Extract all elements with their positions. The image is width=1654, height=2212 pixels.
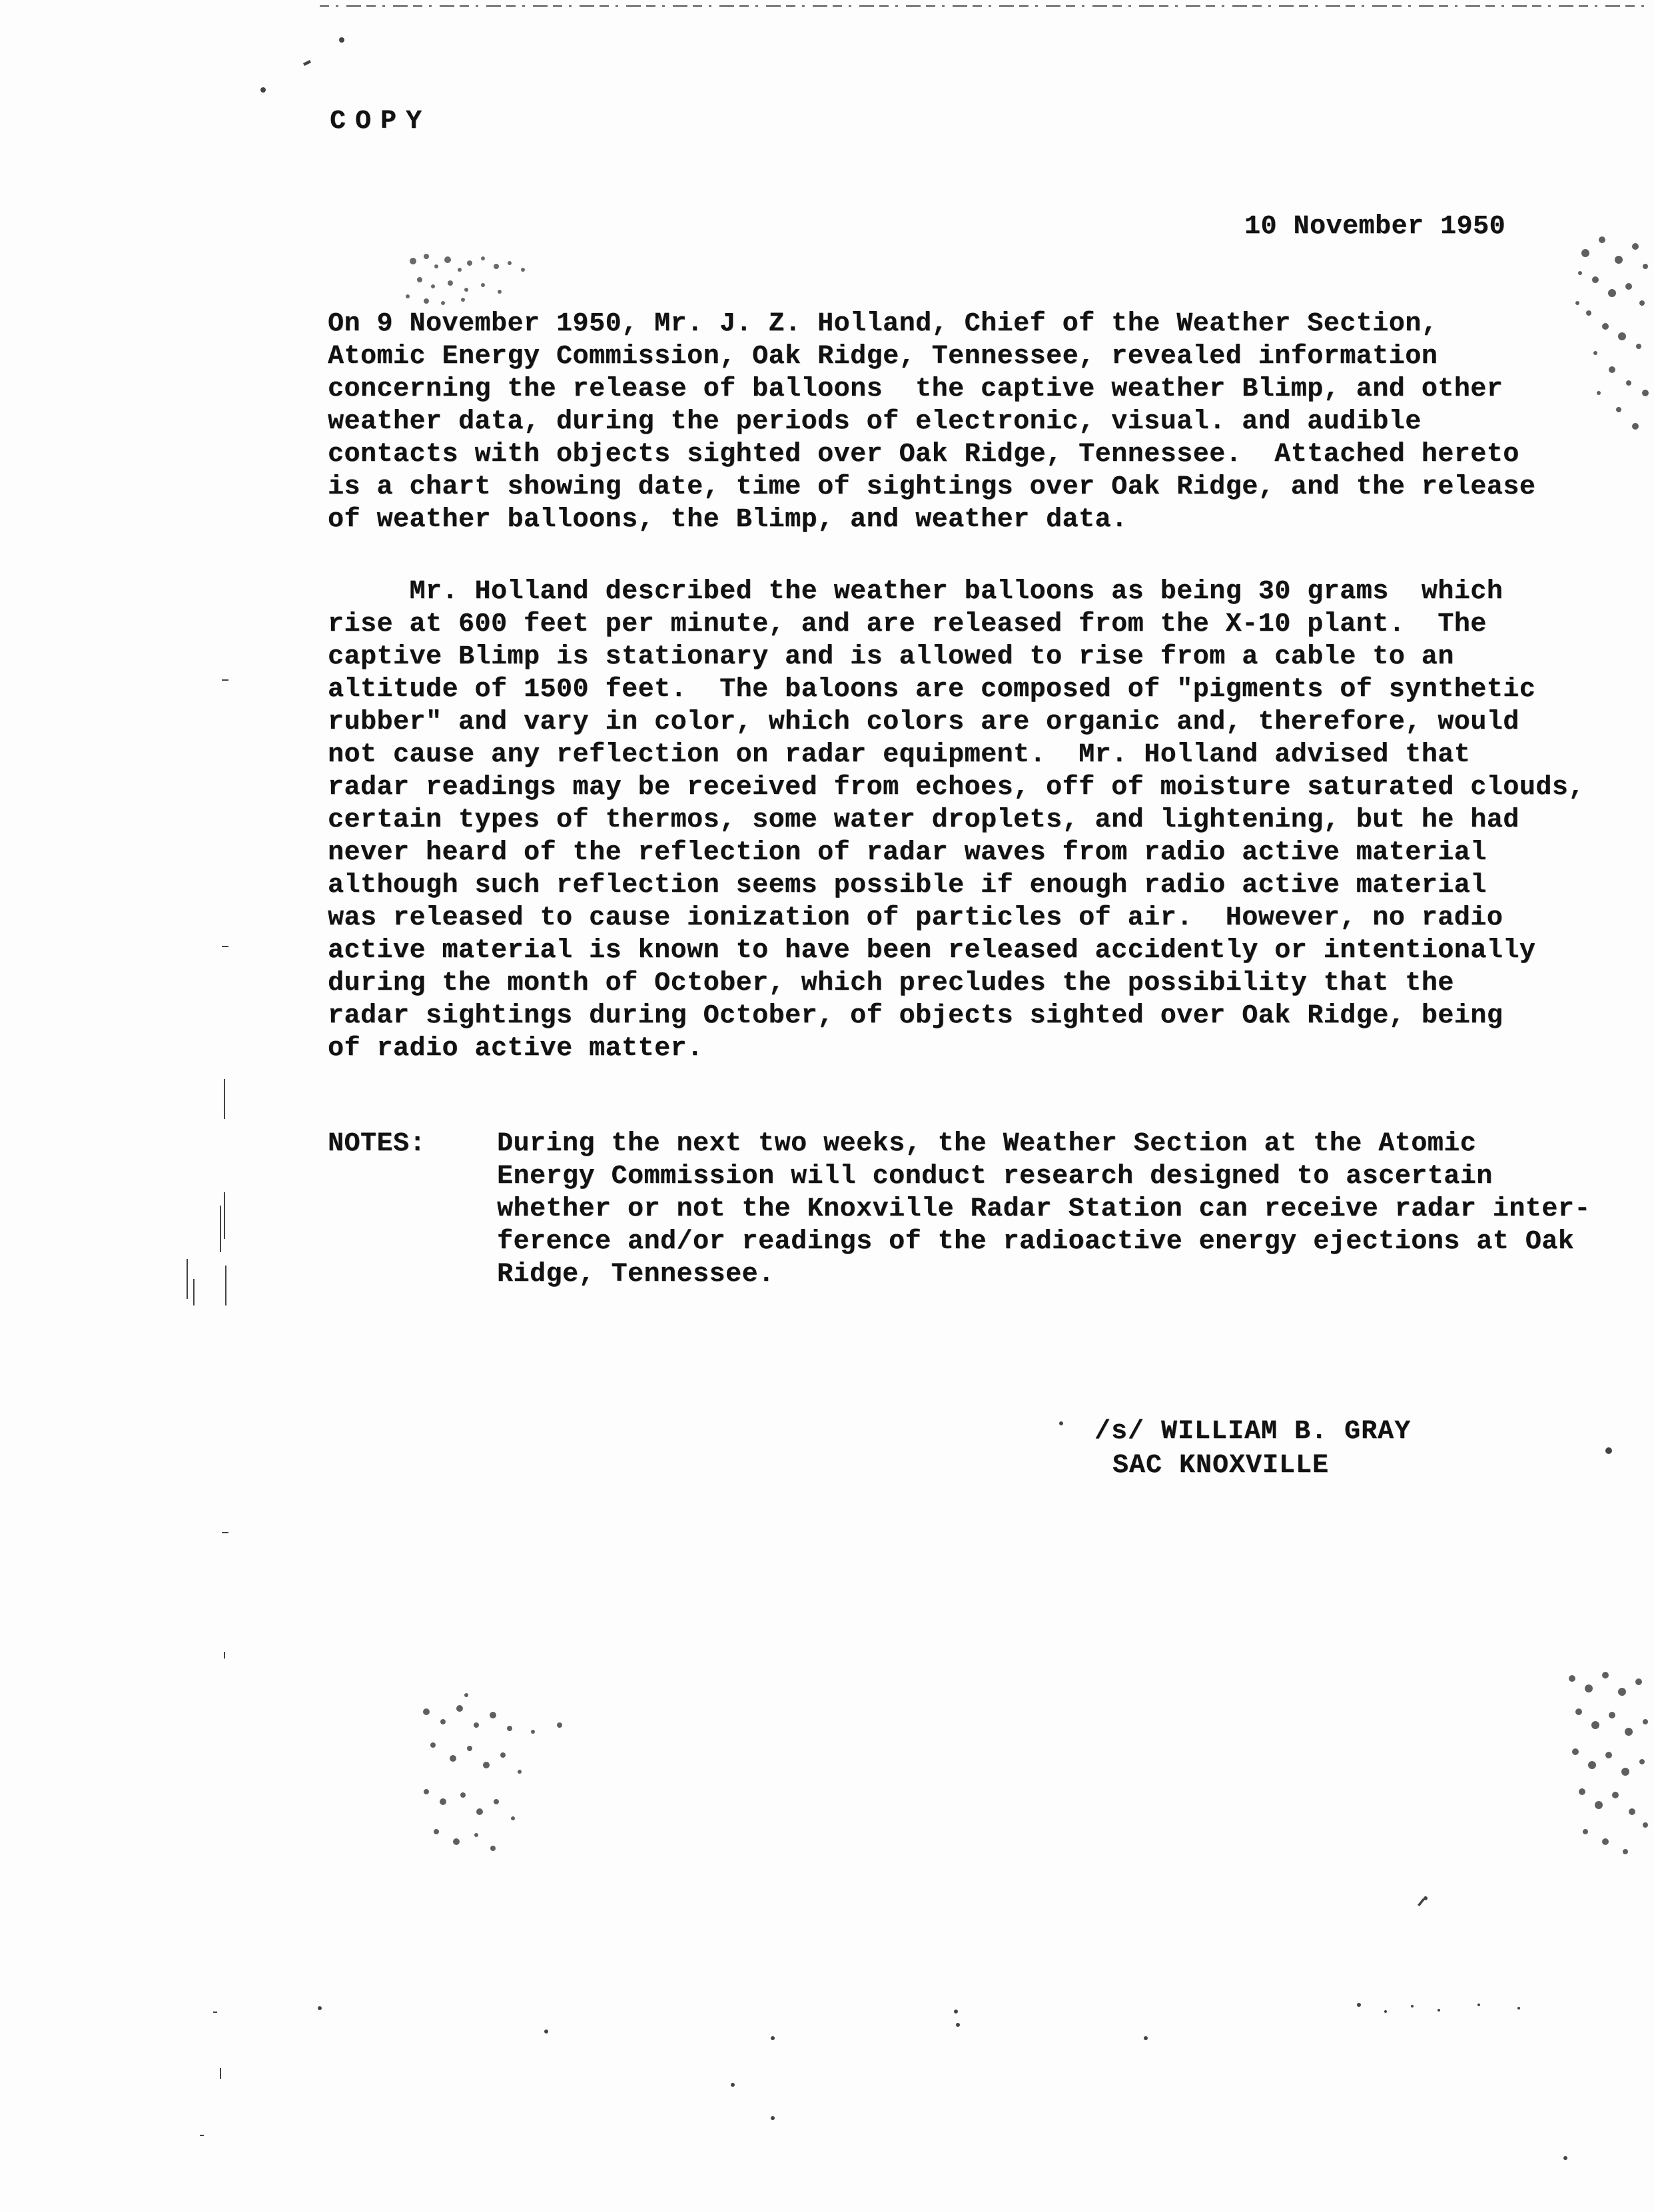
copy-label: COPY xyxy=(330,107,432,137)
top-dashed-rule xyxy=(320,4,1645,8)
notes-label: NOTES: xyxy=(328,1129,426,1159)
body-paragraph-2: Mr. Holland described the weather balloons as being 30 grams which rise at 600 feet per minute, and are released from the X-10 plant. The captive Blimp is stationary and is allowed to rise from a cable to an altitude of 1500 feet. The baloons are composed of "pigments of synthetic rubber" and vary in color, which colors are organic and, therefore, would not cause any reflection on radar equipment. Mr. Holland advised that radar readings may be received from echoes, off of moisture saturated clouds, certain types of thermos, some water droplets, and lightening, but he had never heard of the reflection of radar waves from radio active material although such reflection seems possible if enough radio active material was released to cause ionization of particles of air. However, no radio active material is known to have been released accidently or intentionally during the month of October, which precludes the possibility that the radar sightings during October, of objects sighted over Oak Ridge, being of radio active matter. xyxy=(328,577,1585,1064)
notes-text: During the next two weeks, the Weather Section at the Atomic Energy Commission will conduct research designed to ascertain whether or not the Knoxville Radar Station can receive radar inter- ference and/or readings of the radioactive energy ejections at Oak Ridge, Tennessee. xyxy=(497,1129,1591,1290)
signature-name: /s/ WILLIAM B. GRAY xyxy=(1094,1417,1412,1447)
body-paragraph-1: On 9 November 1950, Mr. J. Z. Holland, Chief of the Weather Section, Atomic Energy Commission, Oak Ridge, Tennessee, revealed information concerning the release of balloons the captive weather Blimp, and other weather data, during the periods of electronic, visual. and audible contacts with objects sighted over Oak Ridge, Tennessee. Attached hereto is a chart showing date, time of sightings over Oak Ridge, and the release of weather balloons, the Blimp, and weather data. xyxy=(328,309,1536,535)
document-date: 10 November 1950 xyxy=(1244,212,1506,242)
signature-office: SAC KNOXVILLE xyxy=(1112,1451,1330,1481)
